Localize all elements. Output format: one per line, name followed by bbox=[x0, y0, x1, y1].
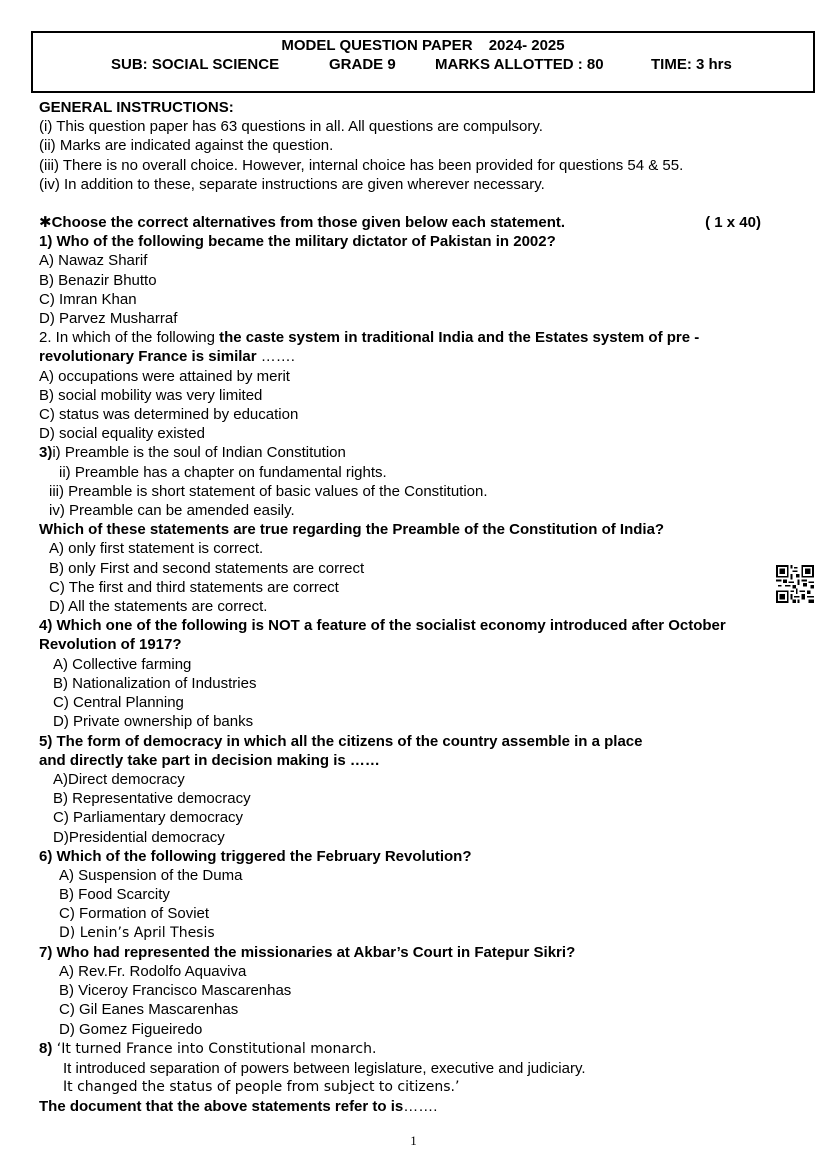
paper-title-line bbox=[33, 36, 813, 55]
option: D) Lenin’s April Thesis bbox=[59, 924, 215, 941]
option: B) Benazir Bhutto bbox=[39, 271, 157, 289]
statement: i) Preamble is the soul of Indian Constitution bbox=[52, 444, 346, 462]
option: B) only First and second statements are correct bbox=[49, 559, 365, 577]
time-allowed: TIME: 3 hrs bbox=[651, 56, 732, 73]
section-instruction: Choose the correct alternatives from those given below each statement. bbox=[51, 214, 566, 232]
question-4: 4) Which one of the following is NOT a feature of the socialist economy introduced after October bbox=[39, 617, 726, 635]
question-2-dots: ……. bbox=[256, 348, 295, 366]
option: B) Viceroy Francisco Mascarenhas bbox=[59, 982, 292, 1000]
option: C) Formation of Soviet bbox=[59, 905, 210, 923]
academic-year: 2024- 2025 bbox=[488, 37, 565, 54]
option: D) All the statements are correct. bbox=[49, 598, 268, 616]
quote-line: It changed the status of people from subject to citizens.’ bbox=[63, 1079, 460, 1096]
option: C) Imran Khan bbox=[39, 290, 137, 308]
question-6: 6) Which of the following triggered the February Revolution? bbox=[39, 847, 472, 865]
question-2-prefix: 2. In which of the following bbox=[39, 329, 220, 347]
question-2-bold: the caste system in traditional India and the Estates system of pre - bbox=[219, 329, 700, 347]
question-2-bold: revolutionary France is similar bbox=[39, 348, 257, 366]
option: A)Direct democracy bbox=[53, 770, 185, 788]
option: D) social equality existed bbox=[39, 425, 205, 443]
option: C) status was determined by education bbox=[39, 406, 299, 424]
instructions-heading: GENERAL INSTRUCTIONS: bbox=[39, 99, 234, 116]
question-5-continued: and directly take part in decision making is …… bbox=[39, 751, 380, 769]
question-4-continued: Revolution of 1917? bbox=[39, 636, 182, 654]
section-heading bbox=[39, 213, 761, 232]
option: D) Gomez Figueiredo bbox=[59, 1020, 203, 1038]
instruction-item: (ii) Marks are indicated against the question. bbox=[39, 137, 334, 155]
statement: iv) Preamble can be amended easily. bbox=[49, 502, 295, 520]
question-8-dots: ……. bbox=[403, 1098, 438, 1116]
option: A) Rev.Fr. Rodolfo Aquaviva bbox=[59, 962, 247, 980]
option: D)Presidential democracy bbox=[53, 828, 225, 846]
question-3-number: 3) bbox=[39, 444, 53, 462]
option: C) Central Planning bbox=[53, 694, 184, 712]
statement: iii) Preamble is short statement of basic values of the Constitution. bbox=[49, 482, 488, 500]
paper-details-line bbox=[111, 55, 732, 74]
question-5: 5) The form of democracy in which all the citizens of the country assemble in a place bbox=[39, 732, 643, 750]
spacer bbox=[39, 194, 809, 213]
option: C) The first and third statements are correct bbox=[49, 578, 339, 596]
instruction-item: (i) This question paper has 63 questions in all. All questions are compulsory. bbox=[39, 118, 543, 136]
option: A) Suspension of the Duma bbox=[59, 866, 243, 884]
instruction-item: (iii) There is no overall choice. However, internal choice has been provided for questions 54 & 55. bbox=[39, 156, 684, 174]
question-1: 1) Who of the following became the military dictator of Pakistan in 2002? bbox=[39, 233, 556, 251]
grade: GRADE 9 bbox=[329, 56, 396, 73]
header-box bbox=[31, 31, 815, 93]
qr-code-icon bbox=[776, 565, 814, 603]
section-heading-text bbox=[39, 213, 565, 232]
question-8-number: 8) bbox=[39, 1039, 53, 1057]
asterisk-icon: ✱ bbox=[39, 214, 52, 232]
question-paper-body bbox=[39, 98, 809, 1117]
instruction-item: (iv) In addition to these, separate instructions are given wherever necessary. bbox=[39, 175, 545, 193]
subject: SUB: SOCIAL SCIENCE bbox=[111, 56, 280, 73]
option: B) social mobility was very limited bbox=[39, 386, 263, 404]
page-number: 1 bbox=[410, 1133, 417, 1148]
question-8-line-1 bbox=[39, 1039, 809, 1059]
option: C) Parliamentary democracy bbox=[53, 809, 244, 827]
quote-line: ‘It turned France into Constitutional monarch. bbox=[52, 1040, 377, 1057]
option: D) Private ownership of banks bbox=[53, 713, 254, 731]
option: D) Parvez Musharraf bbox=[39, 310, 178, 328]
option: A) Nawaz Sharif bbox=[39, 252, 148, 270]
option: C) Gil Eanes Mascarenhas bbox=[59, 1001, 239, 1019]
question-2-line-1 bbox=[39, 328, 809, 347]
option: B) Representative democracy bbox=[53, 790, 251, 808]
question-7: 7) Who had represented the missionaries at Akbar’s Court in Fatepur Sikri? bbox=[39, 943, 576, 961]
option: A) occupations were attained by merit bbox=[39, 367, 290, 385]
option: B) Nationalization of Industries bbox=[53, 674, 257, 692]
marks-allotted: MARKS ALLOTTED : 80 bbox=[435, 56, 604, 73]
quote-line: It introduced separation of powers between legislature, executive and judiciary. bbox=[63, 1059, 586, 1077]
question-8-text: The document that the above statements refer to is bbox=[39, 1098, 404, 1116]
option: A) Collective farming bbox=[53, 655, 192, 673]
question-3: Which of these statements are true regarding the Preamble of the Constitution of India? bbox=[39, 521, 665, 539]
question-8 bbox=[39, 1097, 809, 1116]
paper-title: MODEL QUESTION PAPER bbox=[281, 37, 473, 54]
option: B) Food Scarcity bbox=[59, 886, 170, 904]
statement: ii) Preamble has a chapter on fundamental rights. bbox=[59, 463, 387, 481]
question-2-line-2 bbox=[39, 347, 809, 366]
option: A) only first statement is correct. bbox=[49, 540, 264, 558]
question-3-statement-1 bbox=[39, 443, 809, 462]
section-marks: ( 1 x 40) bbox=[705, 214, 761, 232]
